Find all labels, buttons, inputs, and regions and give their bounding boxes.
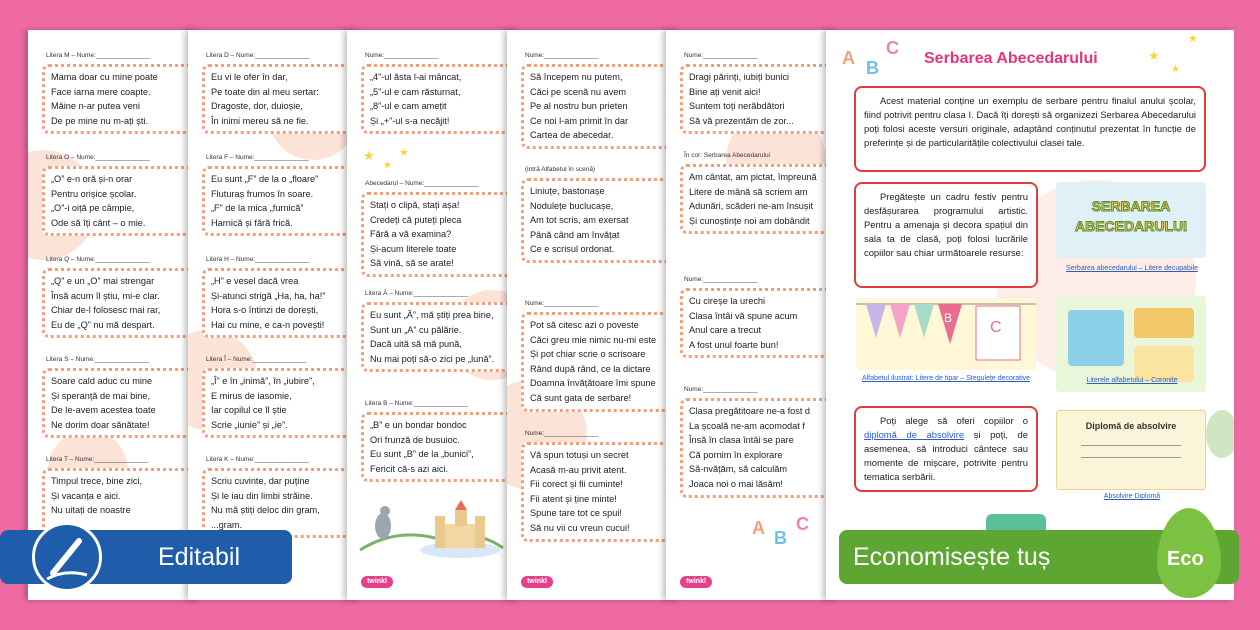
block-label: Litera K – Nume:_______________ (206, 456, 309, 463)
block-label: Abecedarul – Nume:_______________ (365, 180, 479, 187)
poem-box (680, 398, 836, 498)
diploma-text-end: și poți, de asemenea, să introduci cântece sau momente de mișcare, potrivite pentru tematica serbării. (864, 429, 1028, 482)
poem-box (202, 368, 358, 438)
poem-line: Și speranță de mai bine, (51, 390, 151, 401)
poem-line: Să vină, să se arate! (370, 258, 454, 269)
poem-line: „O” e-n oră și-n orar (51, 174, 133, 184)
poem-line: Am tot scris, am exersat (530, 215, 629, 226)
resource-link-diploma[interactable]: Absolvire Diplomă (1103, 493, 1161, 500)
balloon-decoration (1206, 410, 1234, 458)
poem-line: Ce e scrisul ordonat. (530, 244, 615, 255)
twinkl-logo: twinkl (361, 576, 393, 588)
poem-line: Hora s-o întinzi de dorești, (211, 305, 319, 316)
eco-badge (839, 530, 1239, 584)
poem-line: Eu vi le ofer în dar, (211, 72, 288, 82)
poem-line: Fluturaș frumos în soare. (211, 188, 314, 199)
poem-box (680, 164, 836, 234)
poem-line: Face iarna mere coapte. (51, 86, 151, 97)
diploma-box (854, 406, 1038, 492)
poem-line: Dragi părinți, iubiți bunici (689, 72, 790, 82)
poem-box (361, 64, 517, 134)
poem-line: Nu mai poți să-o zici pe „lună”. (370, 353, 495, 364)
poem-line: Însă acum îl știu, mi-e clar. (51, 290, 160, 301)
poem-line: De le-avem acestea toate (51, 405, 156, 416)
poem-line: E mirus de iasomie, (211, 390, 292, 401)
page-title: Serbarea Abecedarului (924, 50, 1098, 67)
poem-line: Însă în clasa întâi se pare (689, 435, 794, 446)
prep-box (854, 182, 1038, 288)
poem-line: Am cântat, am pictat, împreună (689, 172, 817, 182)
poem-line: „5”-ul e cam răsturnat, (370, 86, 461, 97)
poem-line: La școală ne-am acomodat f (689, 420, 805, 431)
diploma-resource-image[interactable] (1056, 410, 1206, 490)
poem-box (521, 312, 677, 412)
poem-line: Să-nvățăm, să calculăm (689, 464, 788, 475)
diploma-preview-title: Diplomă de absolvire (1085, 421, 1177, 431)
worksheet-page-3 (347, 30, 519, 600)
worksheet-page-1 (28, 30, 200, 600)
poem-line: Mâine n-ar putea veni (51, 101, 140, 112)
eco-leaf-text: Eco (1167, 548, 1204, 570)
editable-badge (0, 530, 292, 584)
letter-a-decoration: A (842, 48, 855, 68)
poem-line: Sunt un „A” cu pălărie. (370, 324, 462, 335)
block-label: Litera B – Nume:_______________ (365, 400, 468, 407)
block-label: Litera Ă – Nume:_______________ (365, 290, 468, 297)
poem-box (42, 268, 198, 338)
poem-line: Acasă m-au privit atent. (530, 464, 627, 475)
bunting-resource-image[interactable] (856, 298, 1036, 370)
block-label: Litera Î – Nume:_______________ (206, 356, 307, 363)
crown-card (1134, 308, 1194, 338)
poem-line: Timpul trece, bine zici, (51, 476, 143, 486)
divider (1081, 445, 1181, 446)
star-icon: ★ (1148, 48, 1160, 63)
block-label: Litera O – Nume:_______________ (46, 154, 150, 161)
poem-line: Să vă prezentăm de zor... (689, 115, 794, 126)
poem-line: Stați o clipă, stați așa! (370, 200, 460, 210)
bird-and-castle-illustration (355, 488, 505, 558)
poem-line: Să nu vii cu vreun cucui! (530, 522, 630, 533)
poem-box (361, 302, 517, 372)
poem-line: Vă spun totuși un secret (530, 450, 629, 460)
poem-line: Rând după rând, ce la dictare (530, 363, 651, 374)
twinkl-logo: twinkl (680, 576, 712, 588)
poem-line: Și cunoștințe noi am dobândit (689, 215, 810, 226)
poem-line: Credeți că puteți pleca (370, 214, 462, 225)
poem-box (521, 64, 677, 149)
poem-line: Liniuțe, bastonașe (530, 186, 605, 196)
poem-line: Hai cu mine, e ca-n povești! (211, 319, 325, 330)
poem-line: „F” de la mica „furnică” (211, 203, 304, 214)
intro-text: Acest material conține un exemplu de serbare pentru finalul anului școlar, fiind potrivit pentru clasa I. Dacă îți dorești să organizezi Serbarea Abecedarului poți folosi aceste versuri originale, adaptând conținutul prezentat în funcție de preferințe și de particularitățile colectivului clasei tale. (864, 95, 1196, 148)
poem-box (361, 412, 517, 482)
resource-link-letters[interactable]: Serbarea abecedarului – Litere decupabile (1066, 265, 1198, 272)
block-label: (intră Alfabetul în scenă) (525, 166, 596, 173)
banner-text: SERBAREA ABECEDARULUI (1075, 198, 1187, 234)
editable-label: Editabil (158, 542, 240, 571)
block-label: Litera T – Nume:_______________ (46, 456, 149, 463)
poem-line: Doamna învățătoare îmi spune (530, 378, 656, 389)
poem-line: Ode să îți cânt – o mie. (51, 217, 146, 228)
poem-line: Să începem nu putem, (530, 72, 623, 82)
poem-line: Pe al nostru bun prieten (530, 101, 628, 112)
poem-line: Fii atent și ține minte! (530, 493, 617, 504)
poem-line: Dacă uită să mă pună, (370, 339, 462, 350)
star-icon: ★ (363, 148, 375, 163)
poem-line: Clasa întâi vă spune acum (689, 310, 798, 321)
svg-text:C: C (990, 319, 1002, 336)
diploma-text-start: Poți alege să oferi copiilor o (880, 415, 1028, 426)
resource-link-crowns[interactable]: Literele alfabetului – Coronițe (1086, 377, 1178, 384)
poem-box (202, 468, 358, 538)
poem-line: Dragoste, dor, duioșie, (211, 101, 303, 112)
poem-line: Și-atunci strigă „Ha, ha, ha!” (211, 290, 326, 301)
star-icon: ★ (1188, 33, 1198, 45)
poem-line: Eu de „Q” nu mă despart. (51, 319, 155, 330)
block-label: În cor: Serbarea Abecedarului (684, 152, 770, 159)
block-label: Nume:_______________ (525, 300, 599, 307)
poem-box (680, 64, 836, 134)
crown-card (1068, 310, 1124, 366)
block-label: Nume:_______________ (525, 52, 599, 59)
poem-line: Suntem toți nerăbdători (689, 101, 785, 112)
poem-line: Că sunt gata de serbare! (530, 392, 632, 403)
poem-line: „O”-i oiță pe câmpie, (51, 203, 135, 214)
block-label: Litera M – Nume:_______________ (46, 52, 151, 59)
poem-box (680, 288, 836, 358)
poem-line: Bine ați venit aici! (689, 86, 761, 97)
poem-line: Și „+”-ul s-a necăjit! (370, 115, 450, 126)
poem-box (521, 178, 677, 263)
block-label: Nume:_______________ (525, 430, 599, 437)
poem-line: Și vacanța e aici. (51, 490, 121, 501)
block-label: Litera S – Nume:_______________ (46, 356, 149, 363)
worksheet-page-2 (188, 30, 360, 600)
poem-line: Căci greu mie nimic nu-mi este (530, 334, 657, 345)
poem-line: Scrie „iunie” și „ie”. (211, 419, 288, 430)
poem-line: Anul care a trecut (689, 325, 762, 336)
poem-line: Și-acum literele toate (370, 243, 457, 254)
poem-line: „Î” e în „inimă”, în „iubire”, (211, 376, 315, 386)
poem-box (361, 192, 517, 277)
poem-line: Ne dorim doar sănătate! (51, 419, 150, 430)
letter-c-decoration: C (886, 38, 899, 58)
poem-line: Litere de mână să scriem am (689, 186, 808, 197)
poem-line: „Q” e un „O” mai strengar (51, 276, 155, 286)
edit-pen-icon (32, 522, 102, 592)
block-label: Nume:_______________ (684, 52, 758, 59)
letter-b-decoration: B (774, 528, 787, 548)
block-label: Nume:_______________ (684, 276, 758, 283)
poem-box (42, 368, 198, 438)
poem-line: Pentru orișice școlar. (51, 188, 137, 199)
poem-line: Adunări, scăderi ne-am însușit (689, 201, 814, 212)
star-icon: ★ (1171, 64, 1180, 75)
poem-box (42, 166, 198, 236)
poem-line: De pe mine nu m-ați ști. (51, 115, 149, 126)
poem-line: Soare cald aduc cu mine (51, 376, 153, 386)
poem-line: Eu sunt „F” de la o „floare” (211, 174, 319, 184)
poem-box (521, 442, 677, 542)
poem-box (202, 268, 358, 338)
poem-line: ...gram. (211, 519, 243, 530)
poem-line: Harnică și fără frică. (211, 217, 293, 228)
poem-line: Fericit că-s azi aici. (370, 463, 449, 474)
poem-line: Fii corect și fii cuminte! (530, 479, 623, 490)
poem-line: Pe toate din al meu sertar: (211, 86, 319, 97)
diploma-link[interactable]: diplomă de absolvire (864, 429, 965, 440)
poem-line: Ori frunză de busuioc. (370, 434, 460, 445)
poem-line: Cu cireșe la urechi (689, 296, 766, 306)
worksheet-page-5 (666, 30, 838, 600)
poem-line: Fără a vă examina? (370, 229, 452, 240)
poem-line: „8”-ul e cam amețit (370, 101, 447, 112)
poem-line: Nodulețe buclucașe, (530, 200, 614, 211)
twinkl-logo: twinkl (521, 576, 553, 588)
poem-line: Nu mă știți deloc din gram, (211, 505, 320, 516)
poem-line: Până când am învățat (530, 229, 620, 240)
letter-a-decoration: A (752, 518, 765, 538)
star-icon: ★ (383, 160, 392, 171)
block-label: Litera H – Nume:_______________ (206, 256, 310, 263)
poem-line: „4”-ul ăsta l-ai mâncat, (370, 72, 462, 82)
poem-line: Eu sunt „B” de la „bunici”, (370, 449, 474, 460)
block-label: Nume:_______________ (365, 52, 439, 59)
poem-line: Pot să citesc azi o poveste (530, 320, 639, 330)
poem-line: Chiar de-l folosesc mai rar, (51, 305, 161, 316)
poem-line: Joaca noi o mai lăsăm! (689, 478, 783, 489)
resource-link-bunting[interactable]: Alfabetul ilustrat: Litere de tipar – Steguleţe decorative (861, 375, 1031, 382)
poem-line: Spune tare tot ce spui! (530, 508, 622, 519)
poem-line: A fost unul foarte bun! (689, 339, 779, 350)
poem-line: Scriu cuvinte, dar puține (211, 476, 310, 486)
poem-line: Eu sunt „Ă”, mă știți prea bine, (370, 310, 494, 320)
intro-box (854, 86, 1206, 172)
banner-resource-image[interactable] (1056, 182, 1206, 258)
block-label: Nume:_______________ (684, 386, 758, 393)
poem-line: Și pot chiar scrie o scrisoare (530, 349, 646, 360)
letter-b-decoration: B (866, 58, 879, 78)
worksheet-page-4 (507, 30, 679, 600)
poem-line: Căci pe scenă nu avem (530, 86, 627, 97)
poem-line: Mama doar cu mine poate (51, 72, 158, 82)
poem-box (42, 64, 198, 134)
divider (1081, 457, 1181, 458)
poem-line: „H” e vesel dacă vrea (211, 276, 299, 286)
block-label: Litera F – Nume:_______________ (206, 154, 309, 161)
eco-label: Economisește tuș (853, 542, 1051, 571)
poem-line: Și le iau din limbi străine. (211, 490, 313, 501)
poem-box (202, 166, 358, 236)
block-label: Litera D – Nume:_______________ (206, 52, 310, 59)
poem-line: În inimi mereu să ne fie. (211, 115, 309, 126)
poem-line: Ce noi l-am primit în dar (530, 115, 629, 126)
poem-line: Cartea de abecedar. (530, 130, 614, 141)
poem-line: Nu uitați de noastre (51, 505, 131, 516)
poem-line: Clasa pregătitoare ne-a fost d (689, 406, 811, 416)
poem-box (202, 64, 358, 134)
svg-text:B: B (944, 311, 953, 325)
bunting-flags-illustration (856, 298, 1036, 370)
poem-line: Că pornim în explorare (689, 449, 783, 460)
poem-line: „B” e un bondar bondoc (370, 420, 467, 430)
prep-text: Pregătește un cadru festiv pentru desfășurarea programului artistic. Pentru a amenaja și decora spațiul din sala ta de clasă, poți folosi lucrările copiilor sau chiar următoarele resurse: (864, 191, 1028, 258)
letter-c-decoration: C (796, 514, 809, 534)
block-label: Litera Q – Nume:_______________ (46, 256, 150, 263)
poem-line: Iar copilul ce îl știe (211, 405, 287, 416)
star-icon: ★ (399, 147, 409, 159)
